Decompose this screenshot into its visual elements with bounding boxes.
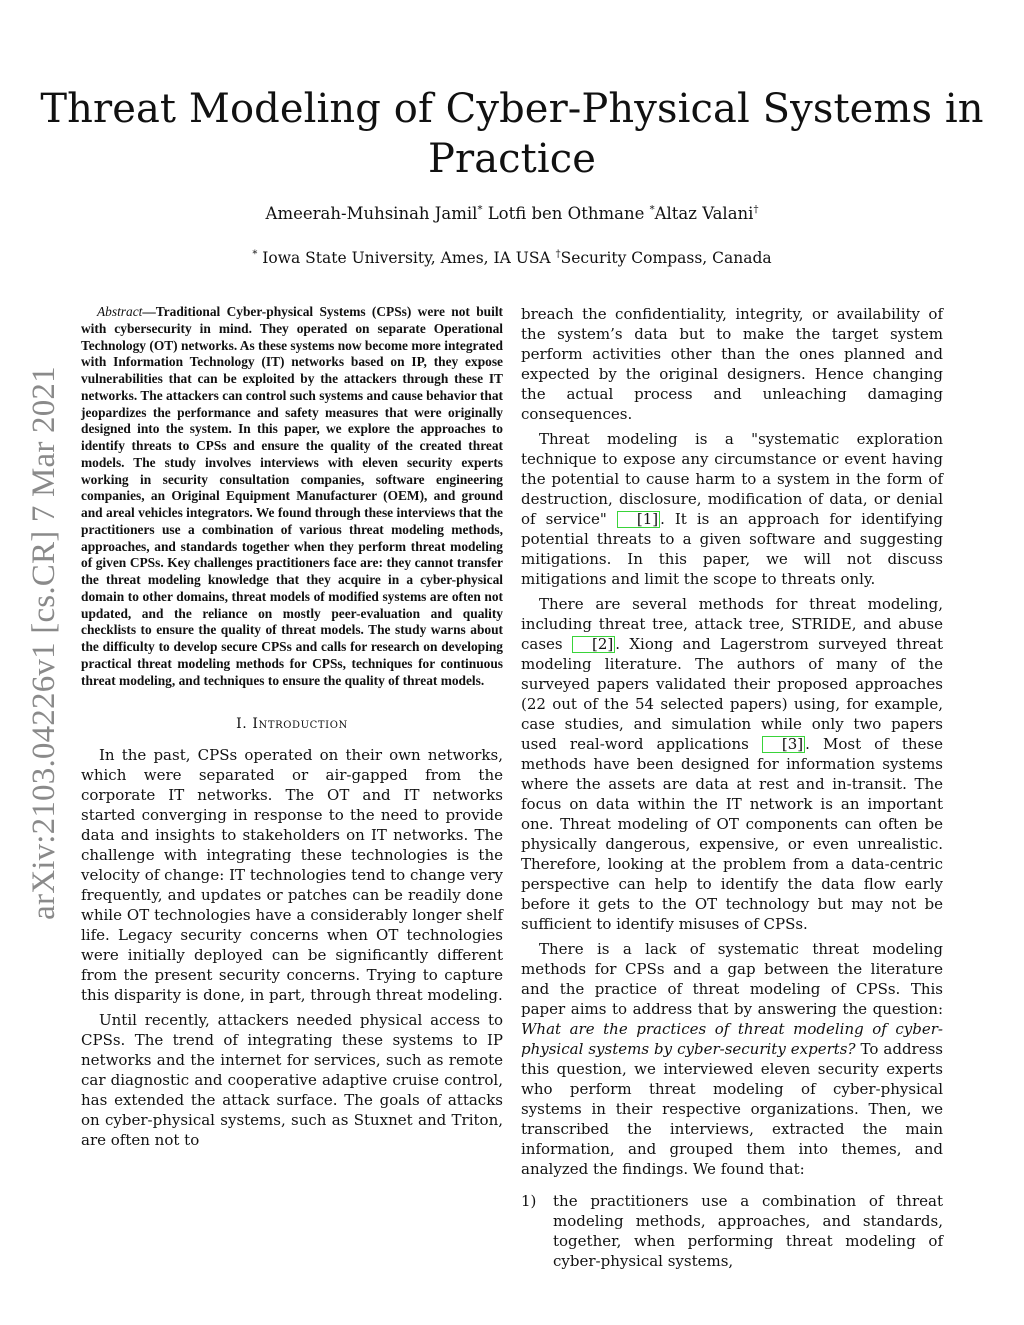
paper-title: Threat Modeling of Cyber-Physical Systems in Practice bbox=[40, 86, 984, 182]
abstract-text: Traditional Cyber-physical Systems (CPSs) were not built with cybersecurity in mind. They operated on separate Operational Technology (OT) networks. As these systems now become more integrated with Information Technology (IT) networks based on IP, they expose vulnerabilities that can be exploited by the attackers through these IT networks. The attackers can control such systems and cause behavior that jeopardizes the performance and safety measures that were originally designed into the system. In this paper, we explore the approaches to identify threats to CPSs and ensure the quality of the created threat models. The study involves interviews with eleven security experts working in security consultation companies, software engineering companies, an Original Equipment Manufacturer (OEM), and ground and areal vehicles integrators. We found through these interviews that the practitioners use a combination of various threat modeling methods, approaches, and standards together when they perform threat modeling of given CPSs. Key challenges practitioners face are: they cannot transfer the threat modeling knowledge that they acquire in a cyber-physical domain to other domains, threat models of modified systems are often not updated, and the reliance on mostly peer-evaluation and quality checklists to ensure the quality of threat models. The study warns about the difficulty to develop secure CPSs and calls for research on developing practical threat modeling methods for CPSs, techniques for continuous threat modeling, and techniques to ensure the quality of threat models. bbox=[81, 304, 503, 688]
paragraph-text: . Xiong and Lagerstrom surveyed threat modeling literature. The authors of many of the surveyed papers validated their proposed approaches (22 out of the 54 selected papers) using, for example, case studies, and simulation while only two papers used real-word applications bbox=[521, 635, 943, 753]
author-name: Ameerah-Muhsinah Jamil bbox=[265, 204, 478, 223]
citation-link[interactable]: [3] bbox=[762, 736, 805, 753]
affiliation-mark: † bbox=[555, 248, 561, 260]
abstract bbox=[81, 304, 503, 689]
list-text: the practitioners use a combination of threat modeling methods, approaches, and standards, together, when performing threat modeling of cyber-physical systems, bbox=[553, 1192, 943, 1270]
paragraph-text: There are several methods for threat modeling, including threat tree, attack tree, STRIDE, and abuse cases bbox=[521, 595, 943, 653]
affiliation-mark: * bbox=[477, 204, 483, 216]
affiliation-mark: * bbox=[649, 204, 655, 216]
findings-list bbox=[521, 1191, 943, 1271]
section-heading-introduction: I. Introduction bbox=[236, 716, 348, 733]
affiliation: Iowa State University, Ames, IA USA bbox=[262, 249, 551, 267]
body-paragraph bbox=[521, 594, 943, 934]
list-number: 1) bbox=[521, 1192, 537, 1210]
body-paragraph bbox=[521, 429, 943, 589]
affiliation-line bbox=[40, 247, 984, 269]
left-column bbox=[81, 304, 503, 1155]
body-paragraph: Until recently, attackers needed physical access to CPSs. The trend of integrating these systems to IP networks and the internet for services, such as remote car diagnostic and cooperative adaptive cruise control, has extended the attack surface. The goals of attacks on cyber-physical systems, such as Stuxnet and Triton, are often not to bbox=[81, 1011, 503, 1150]
list-item bbox=[521, 1191, 943, 1271]
affiliation-mark: * bbox=[252, 248, 258, 260]
arxiv-identifier-stamp: arXiv:2103.04226v1 [cs.CR] 7 Mar 2021 bbox=[26, 366, 62, 920]
body-paragraph bbox=[521, 939, 943, 1179]
paragraph-text: To address this question, we interviewed eleven security experts who perform threat modeling of cyber-physical systems in their respective organizations. Then, we transcribed the interviews, extracted the main information, and grouped them into themes, and analyzed the findings. We found that: bbox=[521, 1040, 943, 1178]
citation-link[interactable]: [1] bbox=[617, 511, 660, 528]
abstract-label: Abstract bbox=[97, 304, 143, 319]
author-name: Lotfi ben Othmane bbox=[487, 204, 645, 223]
affiliation-mark: † bbox=[753, 204, 759, 216]
paragraph-text: . It is an approach for identifying potential threats to a given software and suggesting mitigations. In this paper, we will not discuss mitigations and limit the scope to threats only. bbox=[521, 510, 943, 588]
paragraph-text: There is a lack of systematic threat modeling methods for CPSs and a gap between the literature and the practice of threat modeling of CPSs. This paper aims to address that by answering the question: bbox=[521, 940, 943, 1018]
body-paragraph: In the past, CPSs operated on their own networks, which were separated or air-gapped from the corporate IT networks. The OT and IT networks started converging in response to the need to provide data and insights to stakeholders on IT networks. The challenge with integrating these technologies is the velocity of change: IT technologies tend to change very frequently, and updates or patches can be readily done while OT technologies have a considerably longer shelf life. Legacy security concerns when OT technologies were initially deployed can be significantly different from the present security concerns. Trying to capture this disparity is done, in part, through threat modeling. bbox=[81, 746, 503, 1005]
right-column bbox=[521, 304, 943, 1271]
citation-link[interactable]: [2] bbox=[572, 636, 615, 653]
affiliation: Security Compass, Canada bbox=[560, 249, 772, 267]
research-question: What are the practices of threat modeling of cyber-physical systems by cyber-security experts? bbox=[521, 1020, 943, 1058]
paragraph-text: Threat modeling is a "systematic exploration technique to expose any circumstance or event having the potential to cause harm to a system in the form of destruction, disclosure, modification of data, or denial of service" bbox=[521, 430, 943, 528]
abstract-dash: — bbox=[142, 304, 156, 319]
body-paragraph: breach the confidentiality, integrity, or availability of the system’s data but to make the target system perform activities other than the ones planned and expected by the original designers. Hence changing the actual process and unleaching damaging consequences. bbox=[521, 305, 943, 423]
author-name: Altaz Valani bbox=[654, 204, 754, 223]
author-line bbox=[40, 203, 984, 225]
paragraph-text: . Most of these methods have been designed for information systems where the assets are data at rest and in-transit. The focus on data within the IT network is an important one. Threat modeling of OT components can often be physically dangerous, expensive, or even unrealistic. Therefore, looking at the problem from a data-centric perspective can help to identify the data flow early before it gets to the OT technology but may not be sufficient to identify misuses of CPSs. bbox=[521, 735, 943, 933]
